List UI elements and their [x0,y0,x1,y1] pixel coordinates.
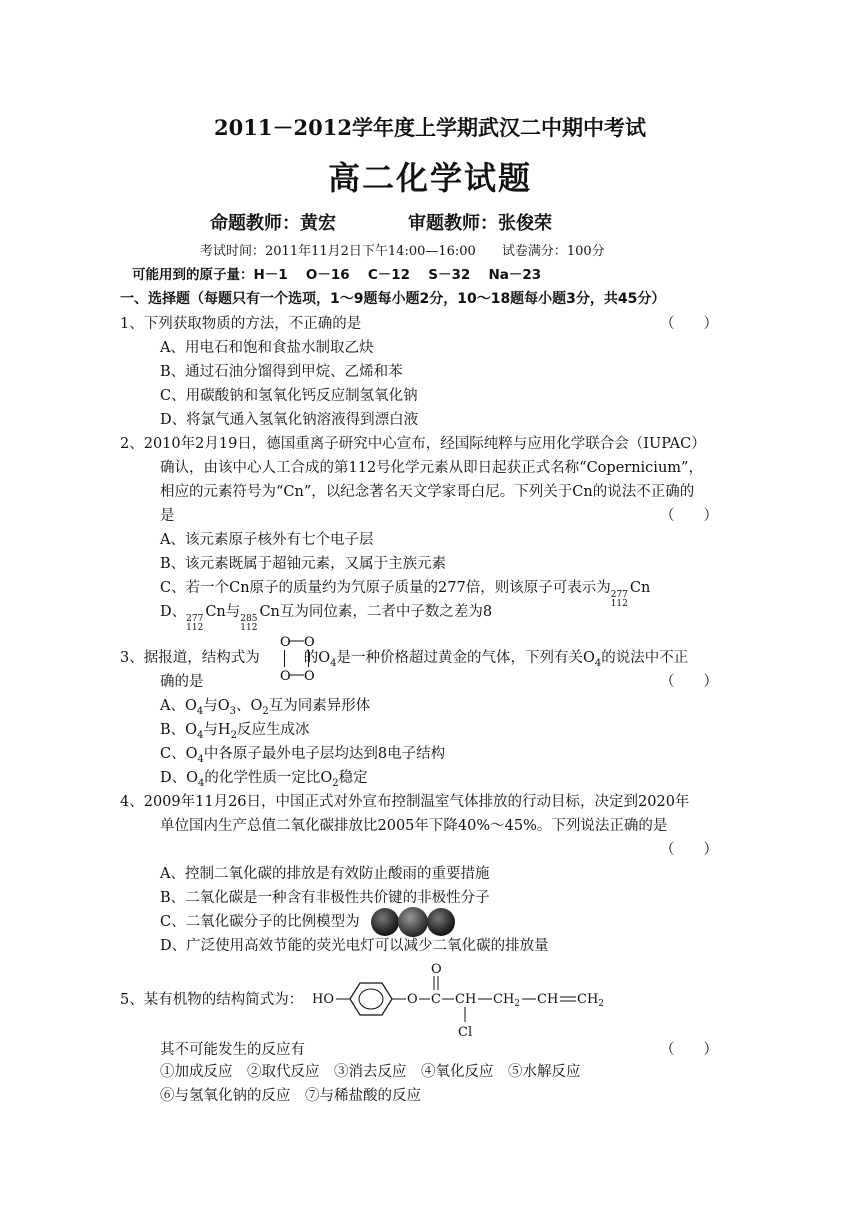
nuclide-notation: 277 112 [610,590,628,609]
q1-option-a: A、用电石和饱和食盐水制取乙炔 [160,340,374,356]
q4-option-b: B、二氧化碳是一种含有非极性共价键的非极性分子 [160,890,490,906]
o4-atom: O [304,669,315,683]
benzene-ring [350,983,392,1015]
q3-answer-paren: （ ） [660,674,718,690]
q2-line-3: 相应的元素符号为“Cn”，以纪念著名天文学家哥白尼。下列关于Cn的说法不正确的 [160,484,695,500]
ester-oxygen: O [407,992,418,1007]
q2-option-b: B、该元素既属于超铀元素，又属于主族元素 [160,556,447,572]
carbonyl-carbon: C [431,992,441,1007]
oxygen-sphere [371,908,399,936]
o4-atom: O [280,669,291,683]
o4-atom: O [304,635,315,650]
q4-option-c: C、二氧化碳分子的比例模型为 [160,914,360,930]
nuclide-285: 285 112 [240,614,258,633]
q1-option-b: B、通过石油分馏得到甲烷、乙烯和苯 [160,364,403,380]
q3-option-c: C、$O_4$中各原子最外电子层均达到8电子结构 [160,746,446,765]
q3-option-b: B、$O_4$与$H_2$反应生成冰 [160,722,310,741]
q3-option-a: A、$O_4$与$O_3$、$O_2$互为同素异形体 [160,698,371,717]
carbonyl-oxygen: O [431,962,442,977]
q3-option-d: D、$O_4$的化学性质一定比$O_2$稳定 [160,770,368,789]
q3-stem: 3、据报道，结构式为 的$O_4$是一种价格超过黄金的气体，下列有关$O_4$的说法中不正 [120,650,689,669]
q2-option-d: D、 277 112 Cn与 285 112 Cn互为同位素，二者中子数之差为8 [160,604,493,633]
carbon-sphere [398,907,428,937]
q5-reactions-1: ①加成反应 ②取代反应 ③消去反应 ④氧化反应 ⑤水解反应 [160,1064,581,1080]
q5-reactions-2: ⑥与氢氧化钠的反应 ⑦与稀盐酸的反应 [160,1088,421,1104]
q2-line-1: 2、2010年2月19日，德国重离子研究中心宣布，经国际纯粹与应用化学联合会（IUPAC） [120,436,706,452]
exam-meta: 考试时间：2011年11月2日下午14:00—16:00 试卷满分：100分 [200,244,605,259]
q1-option-c: C、用碳酸钠和氢氧化钙反应制氢氧化钠 [160,388,418,404]
co2-space-filling-model [370,907,456,937]
o4-atom: O [280,635,291,650]
chlorine-atom: Cl [458,1025,473,1040]
authors-line: 命题教师：黄宏 审题教师：张俊荣 [210,213,552,234]
q2-option-a: A、该元素原子核外有七个电子层 [160,532,374,548]
q4-line-2: 单位国内生产总值二氧化碳排放比2005年下降40%～45%。下列说法正确的是 [160,818,668,834]
q2-answer-paren: （ ） [660,508,718,524]
q2-option-c: C、若一个Cn原子的质量约为氕原子质量的277倍，则该原子可表示为 277 112 Cn [160,580,651,609]
exam-title: 2011－2012学年度上学期武汉二中期中考试 [214,115,646,140]
nuclide-277: 277 112 [186,614,204,633]
terminal-ch2-group: $CH_2$ [577,992,605,1009]
q5-stem: 5、某有机物的结构简式为： [120,992,304,1008]
subject-title: 高二化学试题 [327,159,532,197]
oxygen-sphere [427,908,455,936]
q4-line-1: 4、2009年11月26日，中国正式对外宣布控制温室气体排放的行动目标，决定到2020年 [120,794,690,810]
q4-option-a: A、控制二氧化碳的排放是有效防止酸雨的重要措施 [160,866,490,882]
vinyl-ch-group: CH [537,992,559,1007]
q4-answer-paren: （ ） [660,842,718,858]
q5-answer-paren: （ ） [660,1042,718,1058]
section-heading: 一、选择题（每题只有一个选项，1～9题每小题2分，10～18题每小题3分，共45分） [120,291,666,307]
q2-line-4: 是 [160,508,175,524]
chcl-group: CH [455,992,477,1007]
ho-group: HO [312,992,334,1007]
o4-ring-structure [277,633,317,683]
q2-option-c-text: C、若一个Cn原子的质量约为氕原子质量的277倍，则该原子可表示为 [160,580,611,596]
organic-structure-formula [312,962,612,1040]
q3-line-2: 确的是 [160,674,204,690]
q1-option-d: D、将氯气通入氢氧化钠溶液得到漂白液 [160,412,419,428]
q2-line-2: 确认，由该中心人工合成的第112号化学元素从即日起获正式名称“Copernicium”， [160,460,703,476]
q1-answer-paren: （ ） [660,316,718,332]
atomic-masses: 可能用到的原子量：H－1 O－16 C－12 S－32 Na－23 [132,267,542,283]
ch2-group: $CH_2$ [493,992,521,1009]
q5-line-2: 其不可能发生的反应有 [160,1042,305,1058]
q4-option-d: D、广泛使用高效节能的荧光电灯可以减少二氧化碳的排放量 [160,938,549,954]
q1-stem: 1、下列获取物质的方法，不正确的是 [120,316,362,332]
